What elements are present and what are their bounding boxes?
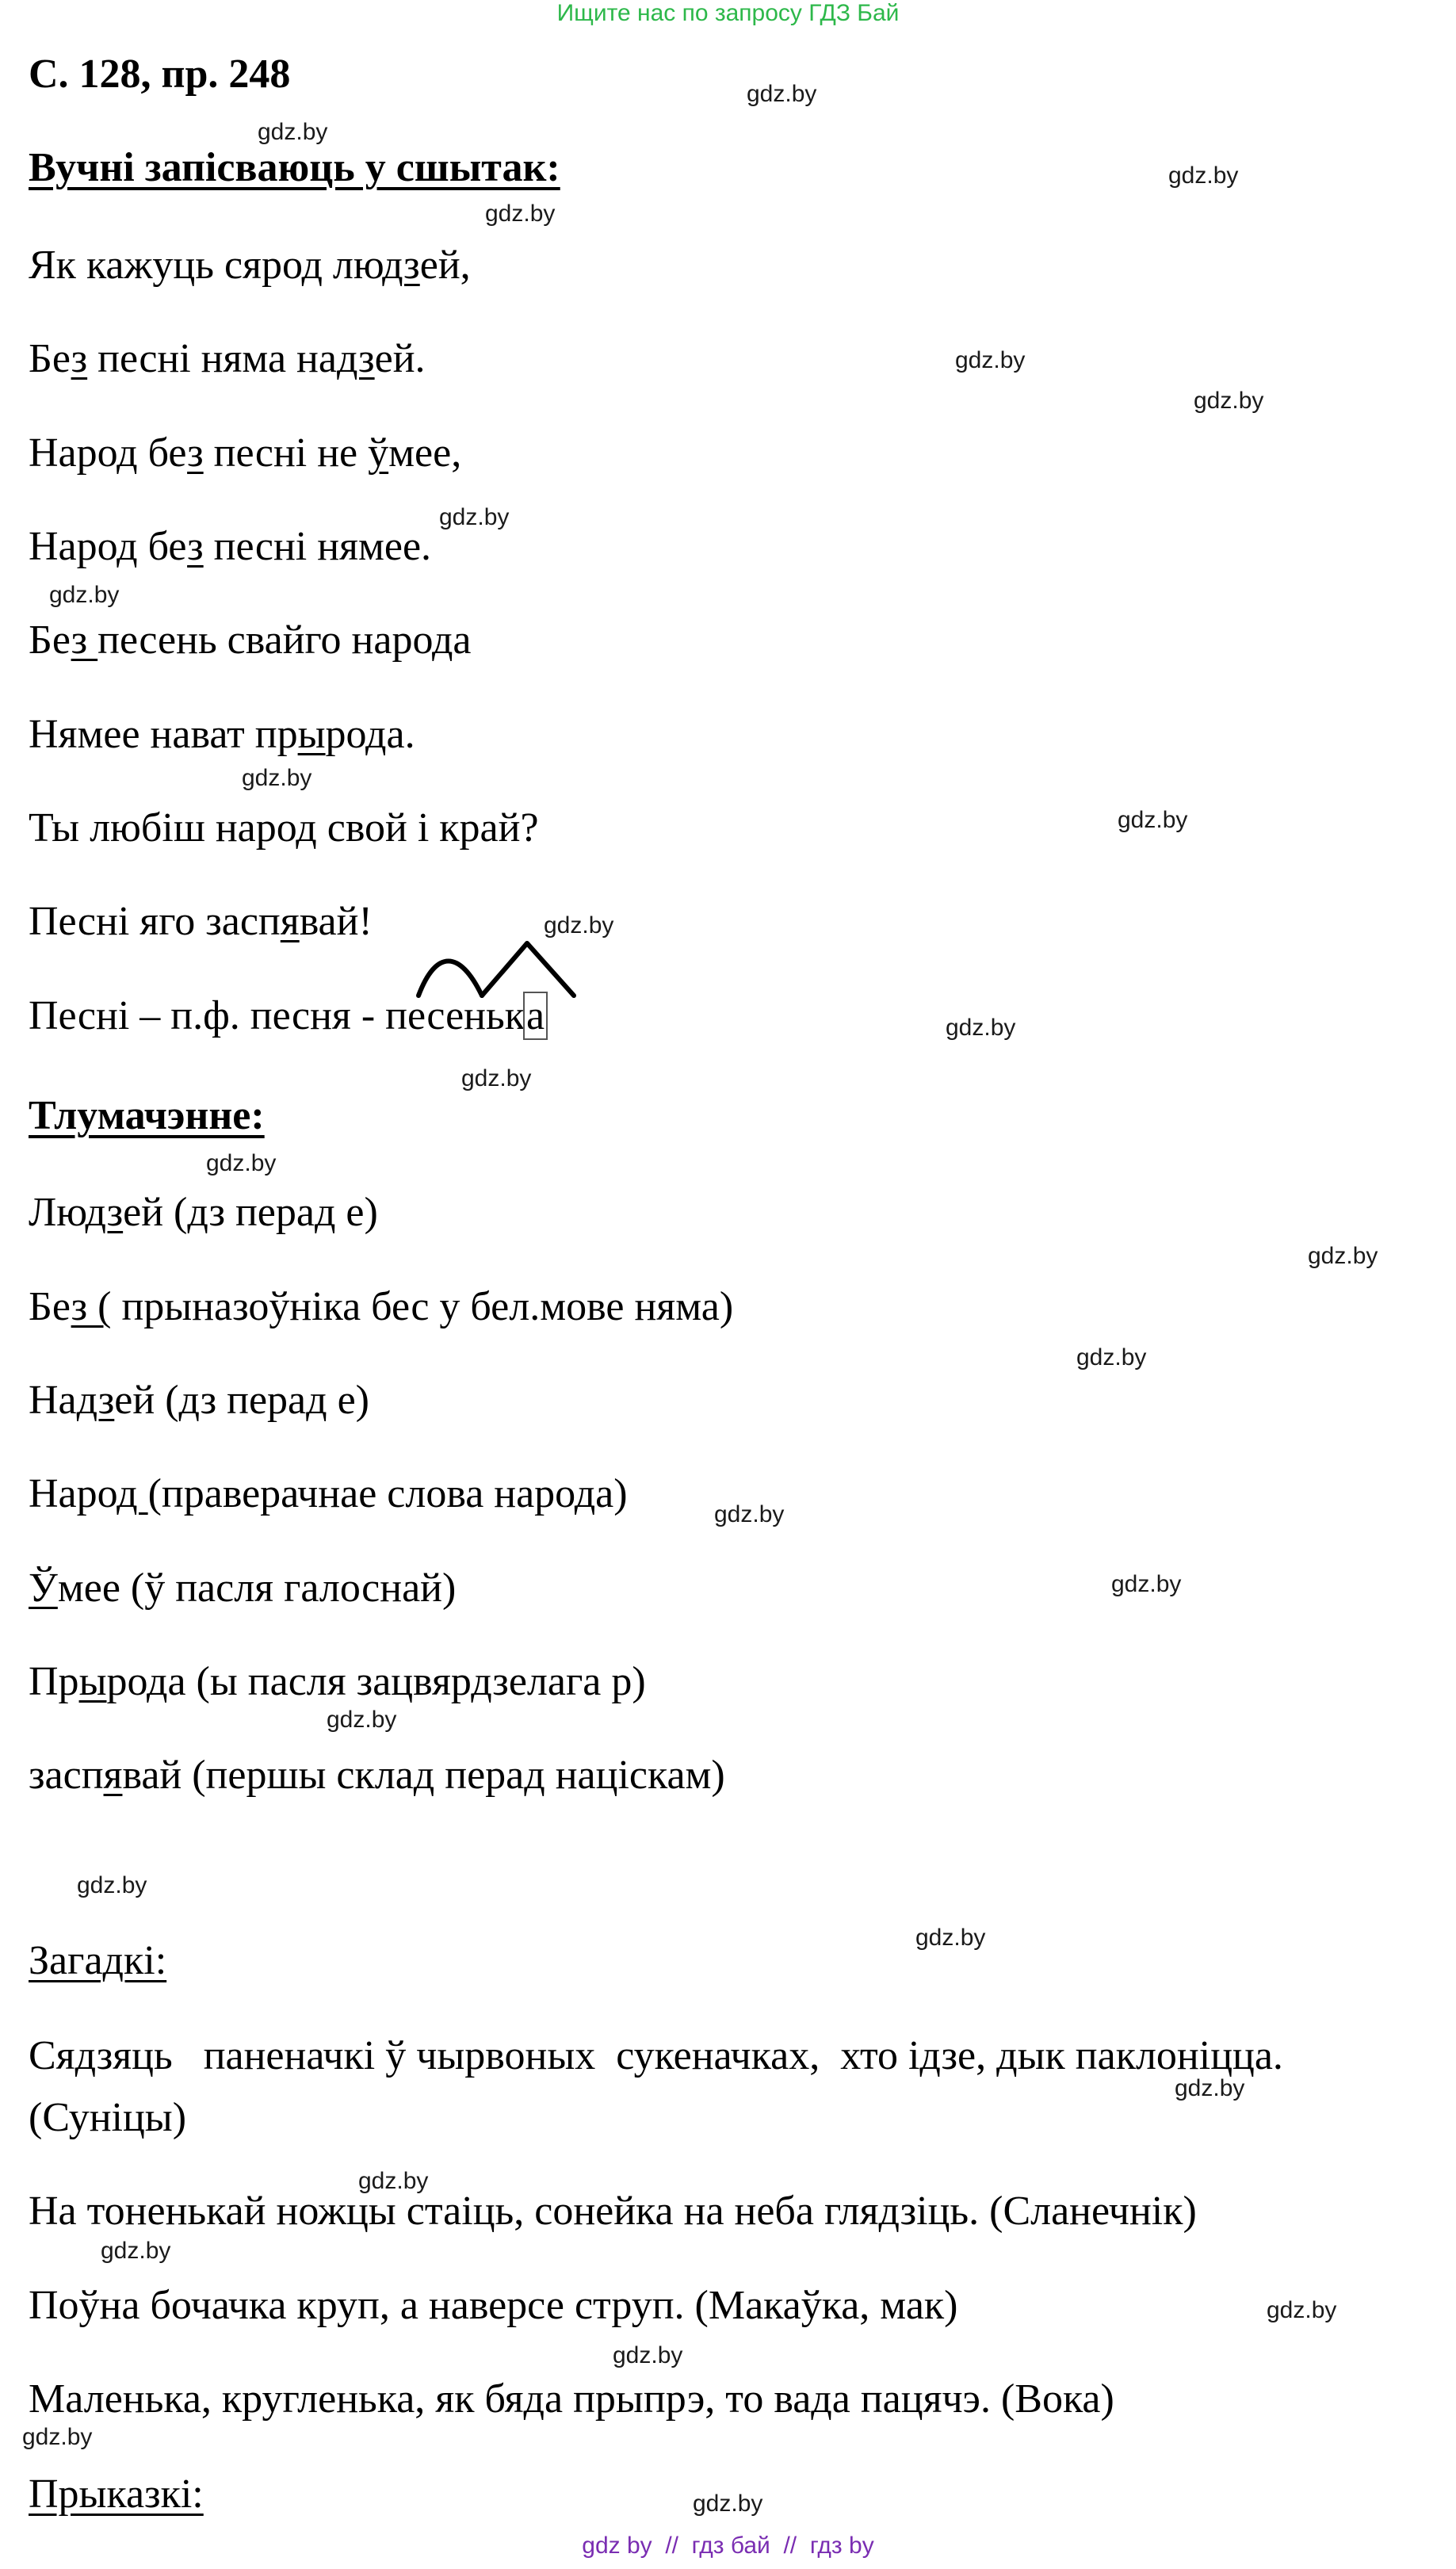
watermark: gdz.by [242, 765, 312, 791]
riddle-4: Маленька, кругленька, як бяда прыпрэ, то вада пацячэ. (Вока) [29, 2376, 1114, 2422]
explain-line-6: Прырода (ы пасля зацвярдзелага р) [29, 1659, 646, 1704]
footer-links[interactable]: gdz by // гдз бай // гдз by [582, 2533, 874, 2559]
poem-line-3: Народ без песні не ўмее, [29, 430, 462, 476]
suffix-arc-mark [412, 934, 587, 1005]
watermark: gdz.by [1111, 1571, 1182, 1597]
watermark: gdz.by [1118, 807, 1188, 833]
explain-line-3: Надзей (дз перад е) [29, 1378, 369, 1423]
watermark: gdz.by [946, 1015, 1016, 1041]
explain-line-5: Ўмее (ў пасля галоснай) [29, 1565, 457, 1611]
watermark: gdz.by [1076, 1344, 1147, 1371]
watermark: gdz.by [485, 201, 556, 227]
page-title: С. 128, пр. 248 [29, 52, 291, 97]
watermark: gdz.by [101, 2238, 171, 2264]
watermark: gdz.by [613, 2342, 683, 2368]
watermark: gdz.by [439, 504, 510, 530]
watermark: gdz.by [747, 81, 817, 107]
poem-line-4: Народ без песні нямее. [29, 524, 432, 569]
watermark: gdz.by [1175, 2075, 1245, 2101]
watermark: gdz.by [1267, 2297, 1337, 2323]
explain-line-7: заспявай (першы склад перад націскам) [29, 1753, 725, 1798]
watermark: gdz.by [49, 582, 120, 608]
section-heading-explain: Тлумачэнне: [29, 1093, 265, 1138]
poem-line-5: Без песень свайго народа [29, 617, 472, 663]
section-heading-proverbs: Прыказкі: [29, 2472, 204, 2517]
watermark: gdz.by [915, 1925, 986, 1951]
watermark: gdz.by [1194, 388, 1264, 414]
poem-line-2: Без песні няма надзей. [29, 336, 426, 381]
riddle-1: Сядзяць паненачкі ў чырвоных сукеначках, хто ідзе, дык паклоніцца. [29, 2033, 1283, 2078]
watermark: gdz.by [544, 912, 614, 939]
watermark: gdz.by [22, 2424, 93, 2450]
section-heading-write: Вучні запісваюць у сшытак: [29, 145, 560, 190]
poem-line-6: Нямее нават прырода. [29, 712, 415, 757]
riddle-2: На тоненькай ножцы стаіць, сонейка на неба глядзіць. (Сланечнік) [29, 2189, 1197, 2234]
top-banner[interactable]: Ищите нас по запросу ГДЗ Бай [556, 0, 900, 26]
watermark: gdz.by [1168, 162, 1239, 189]
poem-line-1: Як кажуць сярод людзей, [29, 243, 471, 288]
explain-line-4: Народ (праверачнае слова народа) [29, 1471, 628, 1516]
watermark: gdz.by [1308, 1243, 1378, 1269]
watermark: gdz.by [327, 1707, 397, 1733]
watermark: gdz.by [358, 2168, 429, 2194]
poem-line-7: Ты любіш народ свой і край? [29, 805, 539, 851]
poem-line-9: Песні – п.ф. песня - песенька [29, 993, 545, 1038]
explain-line-2: Без ( прыназоўніка бес у бел.мове няма) [29, 1284, 734, 1329]
explain-line-1: Людзей (дз перад е) [29, 1190, 378, 1235]
watermark: gdz.by [258, 119, 328, 145]
watermark: gdz.by [206, 1150, 277, 1176]
section-heading-riddles: Загадкі: [29, 1938, 167, 1983]
riddle-3: Поўна бочачка круп, а наверсе струп. (Макаўка, мак) [29, 2283, 958, 2328]
watermark: gdz.by [955, 347, 1026, 373]
poem-line-8: Песні яго заспявай! [29, 899, 373, 944]
watermark: gdz.by [461, 1065, 532, 1091]
watermark: gdz.by [693, 2491, 763, 2517]
riddle-1-answer: (Суніцы) [29, 2095, 187, 2140]
watermark: gdz.by [77, 1872, 147, 1898]
suffix-ending-box: а [525, 993, 545, 1038]
watermark: gdz.by [714, 1501, 785, 1527]
